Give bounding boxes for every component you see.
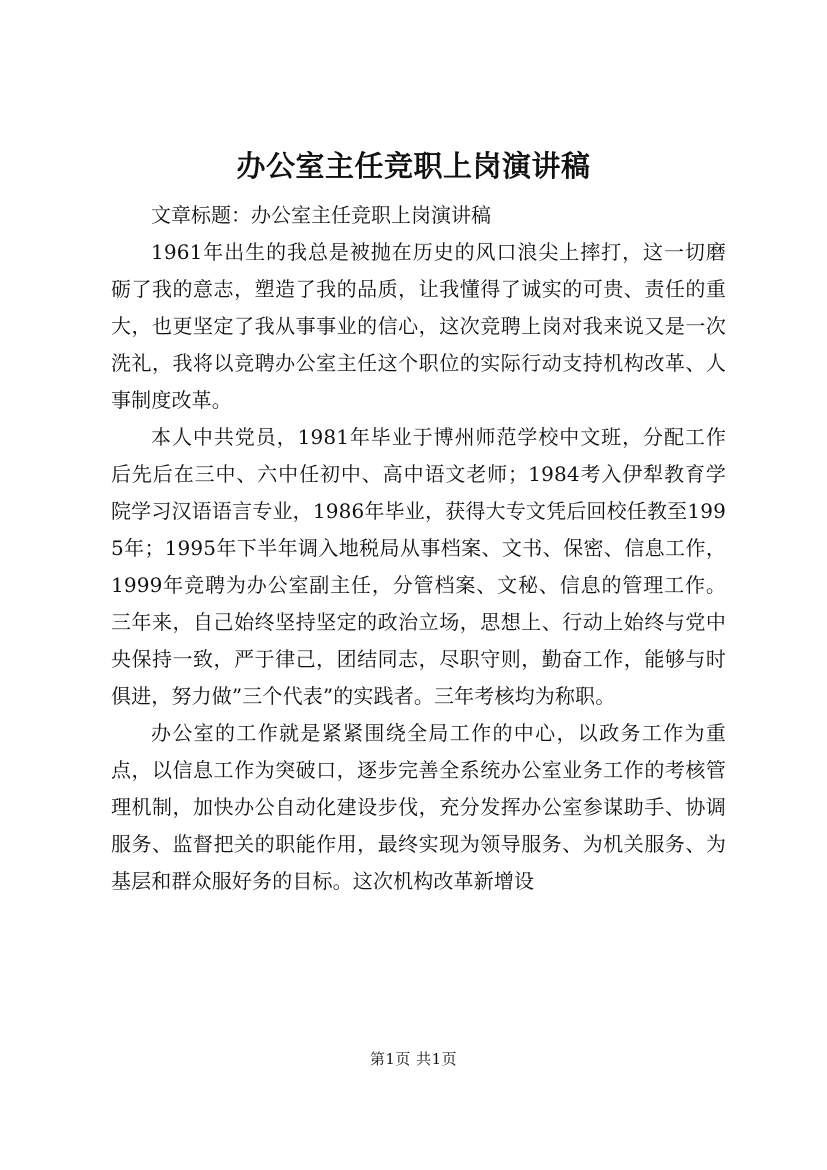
document-body — [111, 197, 726, 900]
paragraph-2: 本人中共党员，1981年毕业于博州师范学校中文班，分配工作后先后在三中、六中任初中、高中语文老师；1984考入伊犁教育学院学习汉语语言专业，1986年毕业，获得大专文凭后回校任教至1995年；1995年下半年调入地税局从事档案、文书、保密、信息工作，1999年竞聘为办公室副主任，分管档案、文秘、信息的管理工作。三年来，自己始终坚持坚定的政治立场，思想上、行动上始终与党中央保持一致，严于律己，团结同志，尽职守则，勤奋工作，能够与时俱进，努力做”三个代表”的实践者。三年考核均为称职。 — [111, 425, 726, 708]
page-number-footer: 第1页 共1页 — [369, 1050, 458, 1068]
paragraph-1: 1961年出生的我总是被抛在历史的风口浪尖上摔打，这一切磨砺了我的意志，塑造了我的品质，让我懂得了诚实的可贵、责任的重大，也更坚定了我从事事业的信心，这次竞聘上岗对我来说又是一次洗礼，我将以竞聘办公室主任这个职位的实际行动支持机构改革、人事制度改革。 — [111, 240, 726, 412]
document-title: 办公室主任竞职上岗演讲稿 — [236, 149, 591, 183]
article-title-line: 文章标题：办公室主任竞职上岗演讲稿 — [151, 203, 491, 227]
paragraph-3: 办公室的工作就是紧紧围绕全局工作的中心，以政务工作为重点，以信息工作为突破口，逐步完善全系统办公室业务工作的考核管理机制，加快办公自动化建设步伐，充分发挥办公室参谋助手、协调服务、监督把关的职能作用，最终实现为领导服务、为机关服务、为基层和群众服好务的目标。这次机构改革新增设 — [111, 721, 726, 893]
